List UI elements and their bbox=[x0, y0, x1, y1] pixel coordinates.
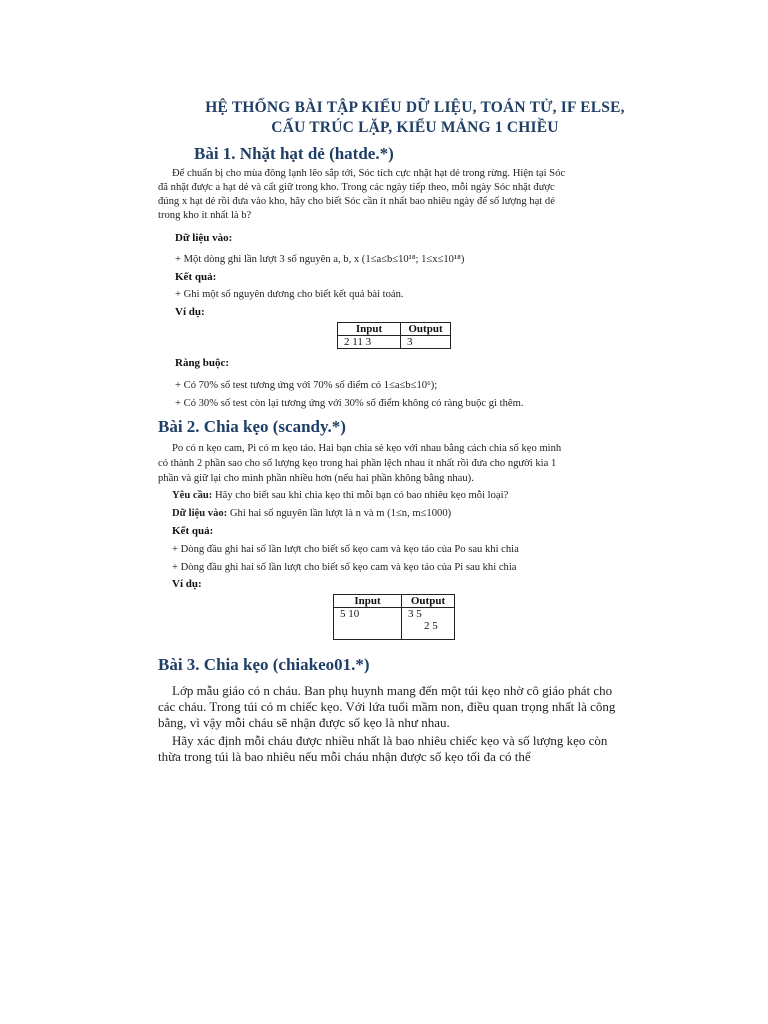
document-title-line-2: CẤU TRÚC LẶP, KIỂU MẢNG 1 CHIỀU bbox=[271, 119, 559, 136]
output-line-2: 2 5 bbox=[424, 620, 438, 632]
bai1-example-table bbox=[337, 322, 451, 349]
bai3-para1-line-3: bằng, vì vậy mỗi cháu sẽ nhận được số kẹo là như nhau. bbox=[158, 715, 450, 730]
table-cell-output: 3 bbox=[401, 336, 451, 349]
bai2-para-line-2: có thành 2 phần sao cho số lượng kẹo trong hai phần lệch nhau ít nhất rồi đưa cho người kia 1 bbox=[158, 458, 557, 469]
bai1-input-label: Dữ liệu vào: bbox=[175, 232, 233, 244]
table-cell-input: 5 10 bbox=[334, 608, 402, 640]
output-line-1: 3 5 bbox=[408, 608, 422, 620]
bai3-para1-line-1: Lớp mẫu giáo có n cháu. Ban phụ huynh mang đến một túi kẹo nhờ cô giáo phát cho bbox=[172, 683, 613, 698]
bai2-output-line-2: + Dòng đầu ghi hai số lần lượt cho biết số kẹo cam và kẹo táo của Pi sau khi chia bbox=[172, 562, 517, 573]
bai1-para-line-4: trong kho ít nhất là b? bbox=[158, 210, 252, 221]
bai2-req-label: Yêu cầu: bbox=[172, 490, 213, 501]
bai1-para-line-3: đúng x hạt dẻ rồi đưa vào kho, hãy cho biết Sóc cần ít nhất bao nhiêu ngày để số lượng hạt dẻ bbox=[158, 196, 555, 207]
bai1-constraint-1: + Có 70% số test tương ứng với 70% số điểm có 1≤a≤b≤10⁶); bbox=[175, 380, 438, 391]
bai2-example-label: Ví dụ: bbox=[172, 578, 202, 590]
bai3-para2-line-2: thừa trong túi là bao nhiêu nếu mỗi cháu nhận được số kẹo tối đa có thể bbox=[158, 749, 531, 764]
table-cell-output bbox=[402, 608, 455, 640]
table-header-output: Output bbox=[402, 595, 455, 608]
bai2-output-line-1: + Dòng đầu ghi hai số lần lượt cho biết số kẹo cam và kẹo táo của Po sau khi chia bbox=[172, 544, 519, 555]
bai1-constraint-2: + Có 30% số test còn lại tương ứng với 30% số điểm không có ràng buộc gì thêm. bbox=[175, 398, 524, 409]
document-title-line-1: HỆ THỐNG BÀI TẬP KIỂU DỮ LIỆU, TOÁN TỬ, IF ELSE, bbox=[205, 99, 625, 116]
bai1-example-label: Ví dụ: bbox=[175, 306, 205, 318]
bai1-output-line: + Ghi một số nguyên dương cho biết kết quả bài toán. bbox=[175, 289, 404, 300]
bai1-constraint-label: Ràng buộc: bbox=[175, 357, 230, 369]
table-header-input: Input bbox=[334, 595, 402, 608]
bai2-input-label: Dữ liệu vào: bbox=[172, 508, 228, 519]
bai2-example-table bbox=[333, 594, 455, 640]
bai3-heading: Bài 3. Chia kẹo (chiakeo01.*) bbox=[158, 655, 370, 674]
bai3-para1-line-2: các cháu. Trong túi có m chiếc kẹo. Với lứa tuổi mầm non, điều quan trọng nhất là công bbox=[158, 699, 616, 714]
bai1-output-label: Kết quả: bbox=[175, 271, 217, 283]
bai1-input-line: + Một dòng ghi lần lượt 3 số nguyên a, b, x (1≤a≤b≤10¹⁸; 1≤x≤10¹⁸) bbox=[175, 254, 465, 265]
bai2-input bbox=[172, 507, 451, 521]
bai1-para-line-1: Để chuẩn bị cho mùa đông lạnh lẽo sắp tới, Sóc tích cực nhặt hạt dẻ trong rừng. Hiện tại Sóc bbox=[172, 168, 566, 179]
table-header-output: Output bbox=[401, 323, 451, 336]
bai2-output-label: Kết quả: bbox=[172, 525, 214, 537]
bai2-para-line-1: Po có n kẹo cam, Pi có m kẹo táo. Hai bạn chia sẻ kẹo với nhau bằng cách chia số kẹo mình bbox=[172, 443, 562, 454]
bai2-input-text: Ghi hai số nguyên lần lượt là n và m (1≤n, m≤1000) bbox=[227, 508, 452, 519]
table-header-input: Input bbox=[338, 323, 401, 336]
bai2-heading: Bài 2. Chia kẹo (scandy.*) bbox=[158, 417, 346, 436]
table-cell-input: 2 11 3 bbox=[338, 336, 401, 349]
bai3-para2-line-1: Hãy xác định mỗi cháu được nhiều nhất là bao nhiêu chiếc kẹo và số lượng kẹo còn bbox=[172, 733, 608, 748]
bai1-para-line-2: đã nhặt được a hạt dẻ và cất giữ trong kho. Trong các ngày tiếp theo, mỗi ngày Sóc nhặt được bbox=[158, 182, 555, 193]
bai2-para-line-3: phần và giữ lại cho mình phần nhiều hơn (nếu hai phần không bằng nhau). bbox=[158, 473, 474, 484]
bai2-req-text: Hãy cho biết sau khi chia kẹo thì mỗi bạn có bao nhiêu kẹo mỗi loại? bbox=[212, 490, 509, 501]
bai2-requirement bbox=[172, 489, 508, 503]
bai1-heading: Bài 1. Nhặt hạt dẻ (hatde.*) bbox=[194, 144, 394, 163]
